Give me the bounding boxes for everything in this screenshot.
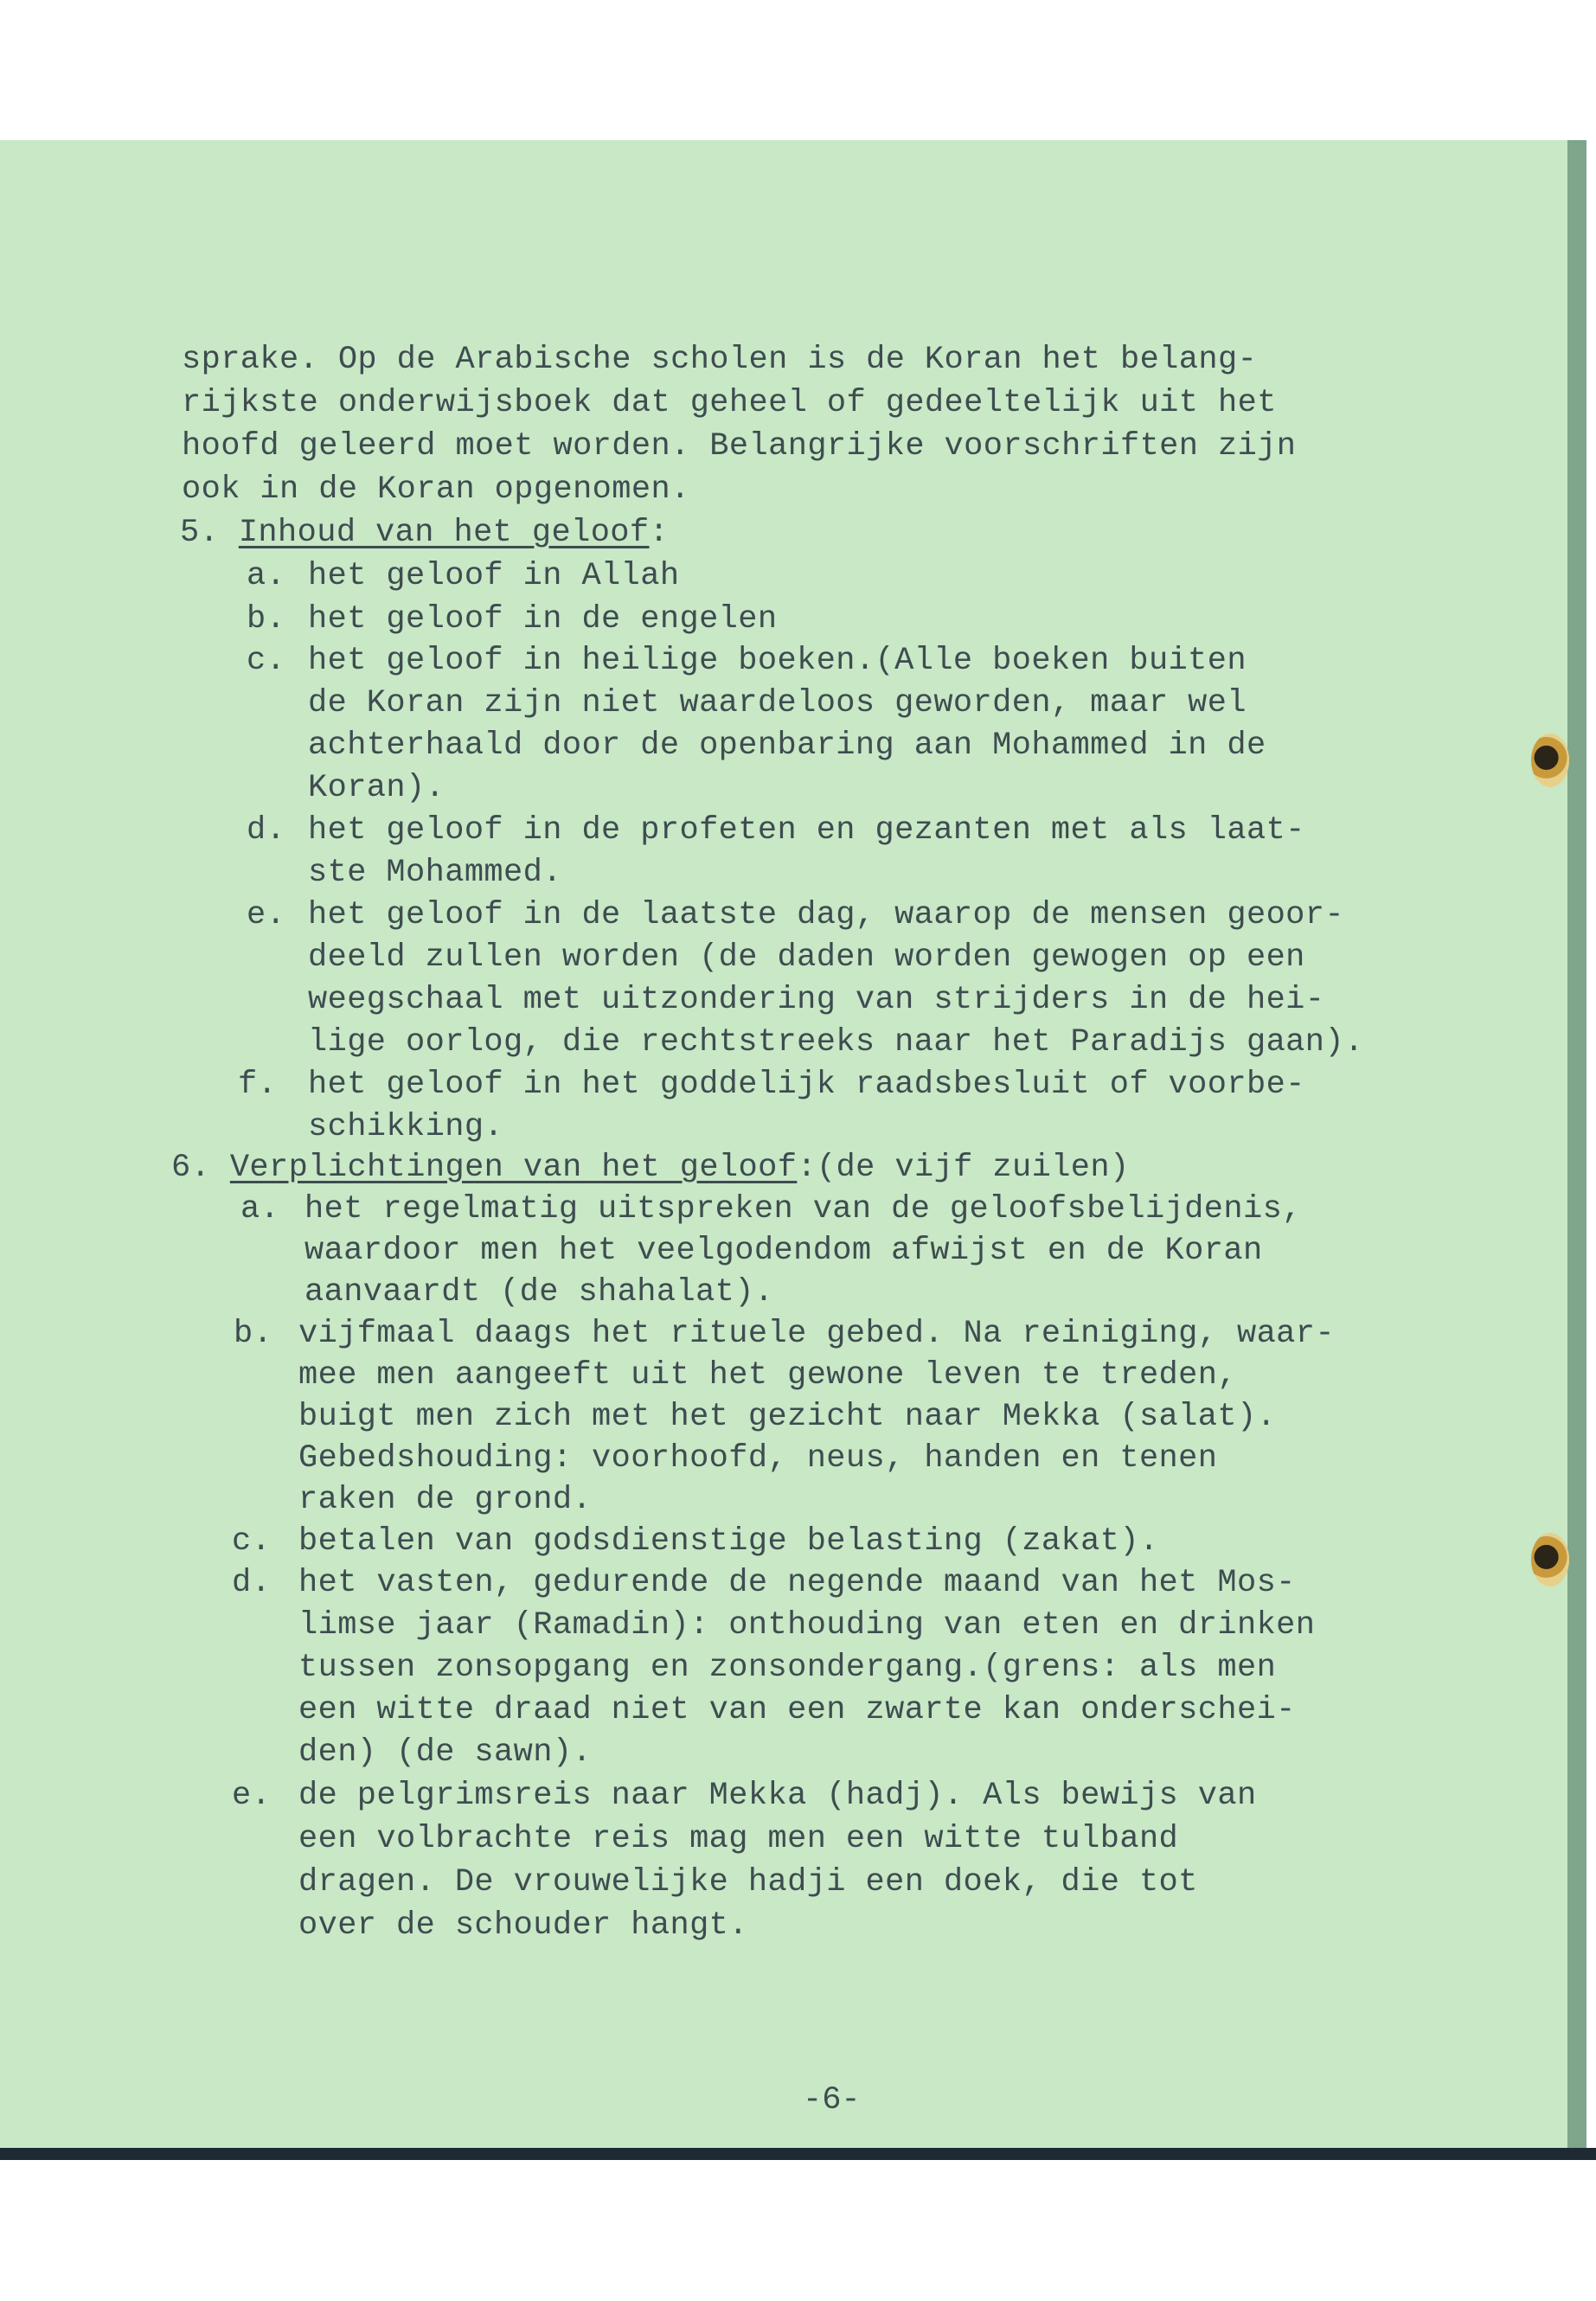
- item-marker: b.: [234, 1316, 273, 1352]
- binder-hole-top: [1531, 734, 1569, 787]
- item-text: deeld zullen worden (de daden worden gewogen op een: [308, 939, 1305, 976]
- intro-line: ook in de Koran opgenomen.: [182, 471, 690, 508]
- bottom-edge: [0, 2148, 1596, 2160]
- item-text: het geloof in heilige boeken.(Alle boeken buiten: [308, 643, 1247, 679]
- item-text: buigt men zich met het gezicht naar Mekka (salat).: [298, 1399, 1277, 1435]
- item-marker: a.: [247, 558, 286, 594]
- item-text: lige oorlog, die rechtstreeks naar het Paradijs gaan).: [308, 1024, 1364, 1061]
- page-number: -6-: [803, 2082, 861, 2118]
- item-marker: e.: [232, 1778, 272, 1814]
- item-text: ste Mohammed.: [308, 855, 562, 891]
- item-text: een witte draad niet van een zwarte kan onderschei-: [298, 1692, 1296, 1728]
- item-marker: c.: [232, 1523, 272, 1560]
- item-marker: a.: [240, 1191, 280, 1227]
- section-5-title: Inhoud van het geloof: [238, 515, 650, 551]
- sheet-right-edge: [1567, 140, 1586, 2160]
- item-text: de pelgrimsreis naar Mekka (hadj). Als bewijs van: [298, 1778, 1257, 1814]
- item-text: het geloof in de profeten en gezanten met als laat-: [308, 812, 1305, 849]
- intro-line: sprake. Op de Arabische scholen is de Koran het belang-: [182, 342, 1258, 378]
- item-text: het geloof in het goddelijk raadsbesluit of voorbe-: [308, 1067, 1305, 1103]
- section-6-title: Verplichtingen van het geloof: [229, 1150, 798, 1186]
- item-text: het regelmatig uitspreken van de geloofsbelijdenis,: [304, 1191, 1302, 1227]
- item-text: achterhaald door de openbaring aan Mohammed in de: [308, 727, 1266, 764]
- item-text: waardoor men het veelgodendom afwijst en de Koran: [304, 1233, 1263, 1269]
- section-6-suffix: :(de vijf zuilen): [797, 1150, 1130, 1186]
- item-marker: f.: [238, 1067, 278, 1103]
- item-marker: e.: [247, 897, 286, 933]
- item-text: limse jaar (Ramadin): onthouding van eten en drinken: [298, 1607, 1316, 1644]
- item-marker: d.: [247, 812, 286, 849]
- item-text: dragen. De vrouwelijke hadji een doek, die tot: [298, 1864, 1198, 1900]
- item-marker: c.: [247, 643, 286, 679]
- intro-line: rijkste onderwijsboek dat geheel of gedeeltelijk uit het: [182, 385, 1277, 421]
- item-text: Koran).: [308, 770, 445, 806]
- section-6-heading: [171, 1147, 1130, 1189]
- item-text: betalen van godsdienstige belasting (zakat).: [298, 1523, 1159, 1560]
- item-text: het geloof in de engelen: [308, 601, 778, 638]
- item-text: over de schouder hangt.: [298, 1907, 748, 1944]
- item-text: schikking.: [308, 1109, 504, 1145]
- item-text: Gebedshouding: voorhoofd, neus, handen en tenen: [298, 1440, 1218, 1477]
- section-5-heading: [180, 512, 669, 554]
- item-text: het vasten, gedurende de negende maand van het Mos-: [298, 1565, 1296, 1601]
- section-5-suffix: :: [649, 515, 670, 551]
- item-marker: b.: [247, 601, 286, 638]
- item-text: mee men aangeeft uit het gewone leven te treden,: [298, 1357, 1237, 1394]
- item-text: een volbrachte reis mag men een witte tulband: [298, 1821, 1179, 1857]
- binder-hole-bottom: [1531, 1533, 1569, 1586]
- item-text: het geloof in Allah: [308, 558, 680, 594]
- section-5-number: 5.: [180, 515, 220, 551]
- item-text: de Koran zijn niet waardeloos geworden, maar wel: [308, 685, 1247, 721]
- section-6-number: 6.: [171, 1150, 211, 1186]
- item-text: tussen zonsopgang en zonsondergang.(grens: als men: [298, 1650, 1277, 1686]
- item-text: weegschaal met uitzondering van strijders in de hei-: [308, 982, 1325, 1018]
- intro-line: hoofd geleerd moet worden. Belangrijke voorschriften zijn: [182, 428, 1297, 465]
- item-text: het geloof in de laatste dag, waarop de mensen geoor-: [308, 897, 1344, 933]
- item-text: den) (de sawn).: [298, 1734, 593, 1771]
- item-marker: d.: [232, 1565, 272, 1601]
- item-text: vijfmaal daags het rituele gebed. Na reiniging, waar-: [298, 1316, 1335, 1352]
- item-text: aanvaardt (de shahalat).: [304, 1274, 774, 1311]
- item-text: raken de grond.: [298, 1482, 593, 1518]
